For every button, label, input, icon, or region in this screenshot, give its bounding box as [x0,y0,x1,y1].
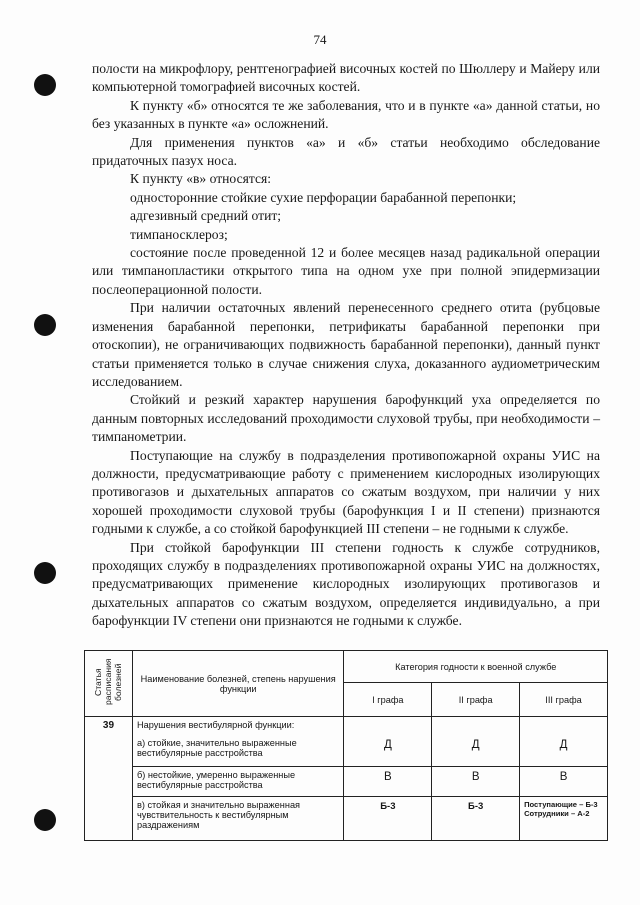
paragraph: Поступающие на службу в подразделения противопожарной охраны УИС на должности, предусматривающие работу с применением кислородных изолирующих противогазов и дыхательных аппаратов со сжатым воздухом, при наличии у них хорошей проходимости слуховой трубы (барофункция I и II степени) признаются годными к службе, а со стойкой барофункцией III степени – не годными к службе. [92,447,600,537]
paragraph: односторонние стойкие сухие перфорации барабанной перепонки; [130,189,517,205]
paragraph: К пункту «в» относятся: [130,171,272,187]
row-item: а) стойкие, значительно выраженные вестибулярные расстройства [136,738,297,758]
cell-graph-1: Б-3 [344,797,432,841]
cell-graph-1: Д [344,717,432,767]
graph3-entrants: Поступающие – Б-3 [524,800,598,809]
row-name: в) стойкая и значительно выраженная чувствительность к вестибулярным раздражениям [132,797,344,841]
table-row [85,717,608,767]
table-row [85,767,608,797]
page-number: 74 [313,32,327,47]
graph3-employees: Сотрудники – А-2 [524,809,590,818]
header-graph-2: II графа [432,683,520,717]
cell-graph-2: В [432,767,520,797]
paragraph: При наличии остаточных явлений перенесенного среднего отита (рубцовые изменения барабанной перепонки, петрификаты барабанной перепонки при отоскопии), не ограничивающих подвижность барабанной перепонки), данный пункт статьи применяется только в случае снижения слуха, доказанного аудиометрическим исследованием. [92,300,600,389]
cell-graph-1: В [344,767,432,797]
body-text [92,60,600,631]
row-heading: Нарушения вестибулярной функции: [136,720,295,730]
paragraph: полости на микрофлору, рентгенографией височных костей по Шюллеру и Майеру или компьютерной томографией височных костей. [92,61,600,95]
paragraph: При стойкой барофункции III степени годность к службе сотрудников, проходящих службу в подразделениях противопожарной охраны УИС на должностях, предусматривающих применение кислородных изолирующих противогазов и дыхательных аппаратов со сжатым воздухом, определяется индивидуально, а при барофункции IV степени они признаются не годными к службе. [92,539,600,629]
paragraph: адгезивный средний отит; [130,208,282,224]
header-category: Категория годности к военной службе [344,651,608,683]
row-name [132,717,344,767]
header-article: Статья расписания болезней [85,651,133,717]
paragraph: К пункту «б» относятся те же заболевания, что и в пункте «а» данной статьи, но без указанных в пункте «а» осложнений. [92,97,600,132]
cell-graph-3: Д [520,717,608,767]
disease-table [84,650,608,841]
header-graph-1: I графа [344,683,432,717]
paragraph: Стойкий и резкий характер нарушения барофункций уха определяется по данным повторных исследований проходимости слуховой трубы, при необходимости – тимпанометрии. [92,392,600,445]
header-graph-3: III графа [520,683,608,717]
binder-hole-3 [34,562,56,584]
cell-graph-3: В [520,767,608,797]
binder-hole-1 [34,74,56,96]
header-disease-name: Наименование болезней, степень нарушения функции [132,651,344,717]
binder-hole-4 [34,809,56,831]
article-number: 39 [85,717,133,841]
cell-graph-3 [520,797,608,841]
paragraph: тимпаносклероз; [130,226,228,242]
table-row [85,797,608,841]
cell-graph-2: Д [432,717,520,767]
paragraph: Для применения пунктов «а» и «б» статьи необходимо обследование придаточных пазух носа. [92,134,600,169]
paragraph: состояние после проведенной 12 и более месяцев назад радикальной операции или тимпанопластики открытого типа на одном ухе при полной эпидермизации послеоперационной полости. [92,245,600,297]
row-name: б) нестойкие, умеренно выраженные вестибулярные расстройства [132,767,344,797]
binder-hole-2 [34,314,56,336]
cell-graph-2: Б-3 [432,797,520,841]
